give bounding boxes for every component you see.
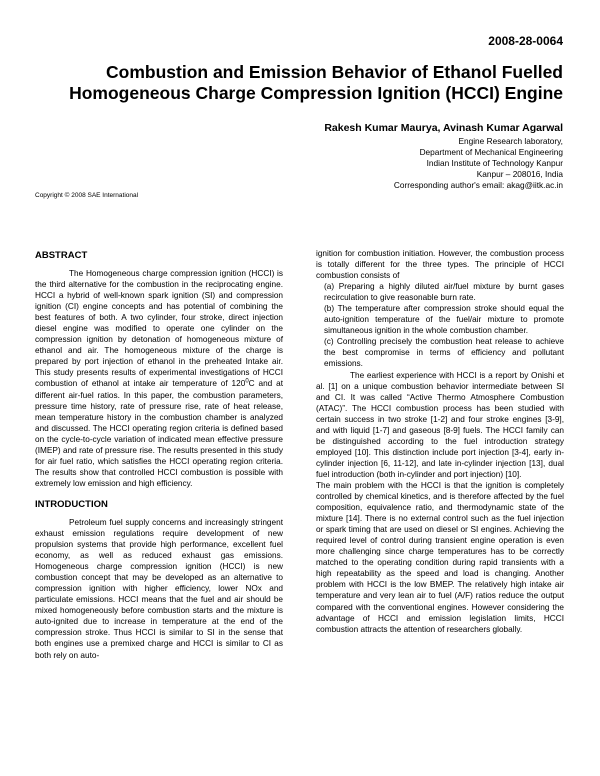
paragraph: The main problem with the HCCI is that the ignition is completely controlled by chemical kinetics, and is therefore affected by the fuel composition, equivalence ratio, and thermodynamic state of the mixture [14]. There is no external control such as the fuel injection or spark timing that are used on diesel or SI engines. Achieving the required level of control during transient engine operation is even more challenging since charge temperatures has to be correctly matched to the operating condition during rapid transients with a high repeatability as the speed and load is changing. Another problem with HCCI is the low BMEP. The relatively high intake air temperature and very lean air to fuel (A/F) ratios reduce the output compared with the conventional engines. However considering the advantage of HCCI and emission legislation limits, HCCI combustion attracts the attention of researchers globally. xyxy=(316,480,564,634)
paragraph-continued: ignition for combustion initiation. However, the combustion process is totally different for the three types. The principle of HCCI combustion consists of xyxy=(316,249,564,281)
right-column xyxy=(316,248,564,635)
introduction-heading: INTRODUCTION xyxy=(35,498,108,510)
affiliation xyxy=(394,136,563,191)
list-item: (b) The temperature after compression stroke should equal the auto-ignition temperature of the fuel/air mixture to promote simultaneous ignition in the whole combustion chamber. xyxy=(324,304,564,336)
list-item: (a) Preparing a highly diluted air/fuel mixture by burnt gases recirculation to give reasonable burn rate. xyxy=(324,282,564,303)
introduction-paragraph: Petroleum fuel supply concerns and increasingly stringent exhaust emission regulations require development of new propulsion systems that provide high performance, excellent fuel economy, as well as reduced exhaust gas emissions. Homogeneous charge compression ignition (HCCI) is new combustion concept that may be developed as an alternative to compression ignition with higher efficiency, lower NOx and particulate emissions. HCCI means that the fuel and air should be mixed homogeneously before combustion starts and the mixture is auto-ignited due to increase in temperature at the end of the compression stroke. Thus HCCI is similar to SI in the sense that both engines use a premixed charge and HCCI is similar to CI as both rely on auto- xyxy=(35,517,283,660)
title-line-1: Combustion and Emission Behavior of Ethanol Fuelled xyxy=(106,62,563,82)
affiliation-line: Corresponding author's email: akag@iitk.ac.in xyxy=(393,180,563,191)
title-line-2: Homogeneous Charge Compression Ignition (HCCI) Engine xyxy=(69,83,563,103)
list-item: (c) Controlling precisely the combustion heat release to achieve the best compromise in terms of efficiency and pollutant emissions. xyxy=(324,337,564,369)
abstract-text-part1: The Homogeneous charge compression ignition (HCCI) is the third alternative for the combustion in the reciprocating engine. HCCI a hybrid of well-known spark ignition (SI) and compression ignition (CI) engine concepts and has potential of combining the best features of both. A two cylinder, four stroke, direct injection diesel engine was modified to operate one cylinder on the compression ignition by detonation of homogeneous mixture of ethanol and air. The homogeneous mixture of the charge is prepared by port injection of ethanol in the preheated Intake air. This study presents results of experimental investigations of HCCI combustion of ethanol at intake air temperature of 120 xyxy=(35,269,283,389)
abstract-text xyxy=(35,268,283,489)
left-column xyxy=(35,250,283,661)
paragraph: The earliest experience with HCCI is a report by Onishi et al. [1] on a unique combustion behavior intermediate between SI and CI. It was called “Active Thermo Atmosphere Combustion (ATAC)”. The HCCI combustion process has been studied with certain success in two stroke [1-2] and four stroke engines [3-9], and with liquid [1-7] and gaseous [8-9] fuels. The HCCI family can be distinguished according to the fuel introduction strategy employed [10]. This distinction include port injection [3-4], early in- cylinder injection [6, 11-12], and late in-cylinder injection [13], dual fuel introduction (both in-cylinder and port injection) [10]. xyxy=(316,370,564,479)
authors: Rakesh Kumar Maurya, Avinash Kumar Agarwal xyxy=(324,122,563,134)
page-title xyxy=(40,62,563,104)
abstract-text-part2: C and at different air-fuel ratios. In this paper, the combustion parameters, pressure time history, rate of pressure rise, rate of heat release, mean temperature history in the combustion chamber is analyzed and discussed. The HCCI operating region criteria is defined based on the cycle-to-cycle variation of indicated mean effective pressure (IMEP) and rate of pressure rise. The results presented in this study for air fuel ratio, which satisfies the HCCI operating region criteria. The results show that controlled HCCI combustion is possible with extremely low emission and high efficiency. xyxy=(35,379,284,488)
abstract-heading: ABSTRACT xyxy=(35,250,88,261)
affiliation-line: Kanpur – 208016, India xyxy=(476,169,563,180)
affiliation-line: Department of Mechanical Engineering xyxy=(419,147,563,158)
degree-superscript: 0 xyxy=(245,378,249,385)
affiliation-line: Indian Institute of Technology Kanpur xyxy=(426,158,563,169)
affiliation-line: Engine Research laboratory, xyxy=(458,136,563,146)
paper-id: 2008-28-0064 xyxy=(488,34,563,48)
copyright-notice: Copyright © 2008 SAE International xyxy=(35,192,139,199)
